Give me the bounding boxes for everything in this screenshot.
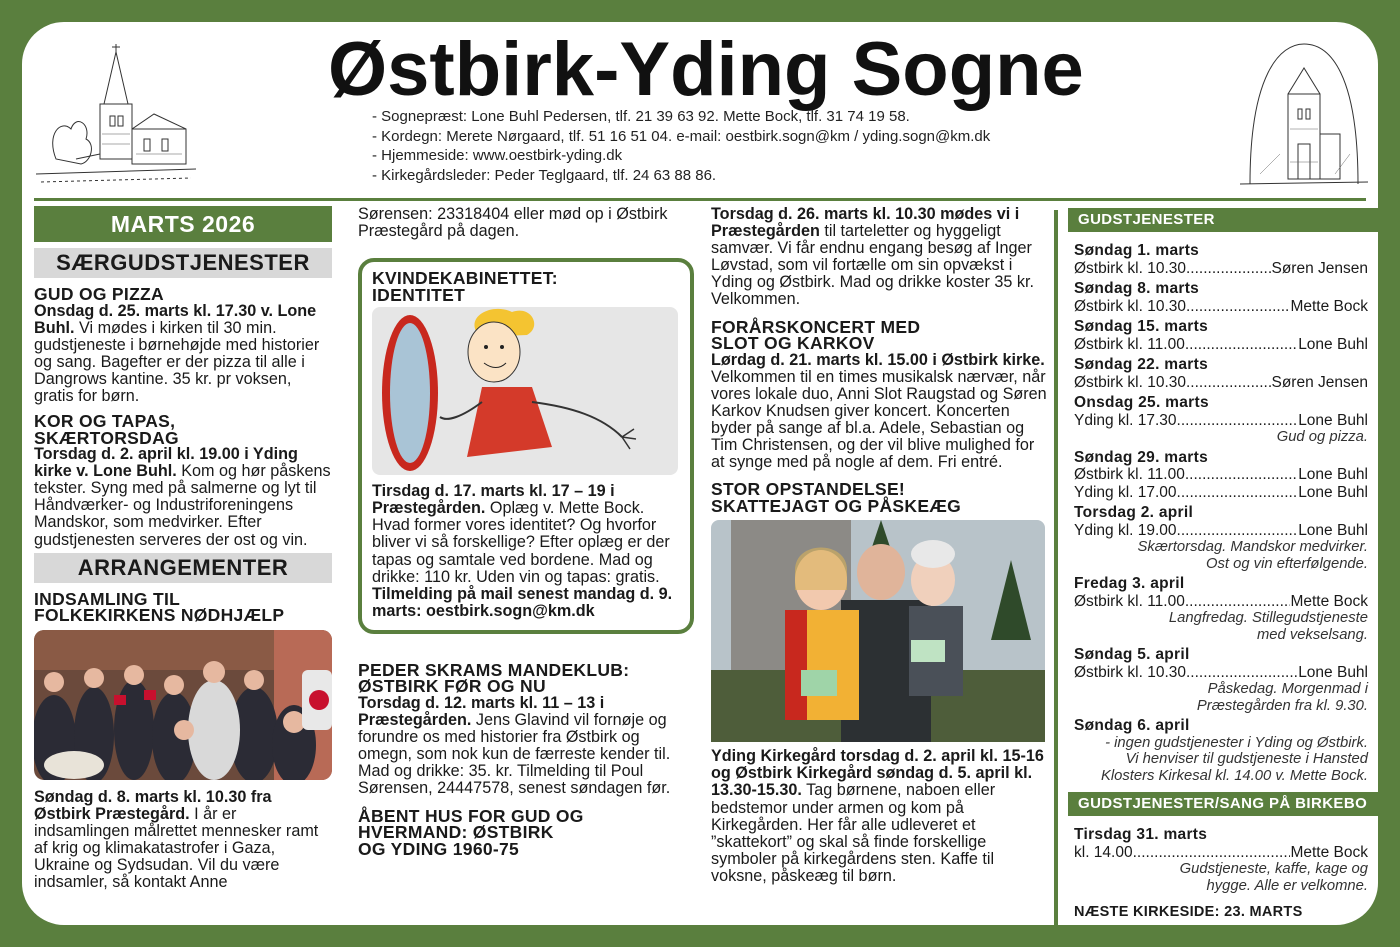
article-lead: Onsdag d. 25. marts kl. 17.30 v. Lone Buhl. (34, 301, 317, 337)
article-lead: Tirsdag d. 17. marts kl. 17 – 19 i Præstegården. (372, 482, 615, 518)
contact-line: - Sognepræst: Lone Buhl Pedersen, tlf. 21 39 63 92. Mette Bock, tlf. 31 74 19 58. (372, 108, 910, 125)
family-photo (711, 520, 1045, 742)
contact-line: - Hjemmeside: www.oestbirk-yding.dk (372, 147, 623, 164)
article-heading: FOLKEKIRKENS NØDHJÆLP (34, 605, 285, 626)
service-note: Klosters Kirkesal kl. 14.00 v. Mette Bock. (1101, 767, 1368, 784)
column-3 (711, 206, 1047, 885)
article-heading: GUD OG PIZZA (34, 284, 164, 304)
article-text: Jens Glavind vil fornøje og forundre os med historier fra Østbirk og omegn, som nok kun de færreste kender til. Mad og drikke: 35. kr. Tilmelding til Poul Sørensen, 24447578, senest søndagen før. (358, 711, 671, 798)
service-time: Østbirk kl. 10.30 (1074, 297, 1186, 315)
leader-dots (1185, 336, 1298, 354)
header (22, 22, 1378, 200)
leader-dots (1185, 593, 1291, 611)
tower-sketch-icon (1240, 34, 1368, 194)
contact-line: - Kirkegårdsleder: Peder Teglgaard, tlf. 24 63 88 86. (372, 166, 717, 184)
article-heading: ÅBENT HUS FOR GUD OG (358, 805, 584, 826)
next-issue-note: NÆSTE KIRKESIDE: 23. MARTS (1074, 904, 1303, 920)
service-day: Søndag 15. marts (1074, 318, 1209, 335)
service-note: Gudstjeneste, kaffe, kage og (1179, 861, 1368, 877)
services-column (1054, 208, 1378, 894)
service-day: Fredag 3. april (1074, 575, 1185, 592)
article-body (711, 748, 1047, 885)
service-pastor: Mette Bock (1290, 297, 1368, 315)
page-title: Østbirk-Yding Sogne (328, 27, 1084, 112)
service-block (1054, 717, 1378, 784)
article-heading: FORÅRSKONCERT MED (711, 316, 921, 337)
leader-dots (1177, 484, 1299, 502)
column-2 (358, 206, 694, 857)
article-text: Vi mødes i kirken til 30 min. gudstjeneste i børnehøjde med historier og sang. Bagefter er der pizza til alle i Dangrows kantine. 35 kr. pr voksen, gratis for børn. (34, 318, 320, 405)
service-pastor: Lone Buhl (1298, 466, 1368, 483)
service-block (1054, 394, 1378, 446)
article-signup: Tilmelding på mail senest mandag d. 9. marts: oestbirk.sogn@km.dk (372, 584, 673, 620)
article-continuation: Sørensen: 23318404 eller mød op i Østbirk Præstegård på dagen. (358, 205, 668, 241)
article-lead: Torsdag d. 2. april kl. 19.00 i Yding kirke v. Lone Buhl. (34, 445, 298, 481)
article-text: I år er indsamlingen målrettet mennesker ramt af krig og klimakatastrofer i Gaza, Ukraine og Sydsudan. Vil du være indsamler, så kontakt Anne (34, 804, 319, 892)
service-row (1074, 260, 1368, 278)
service-time: Østbirk kl. 11.00 (1074, 335, 1185, 353)
service-pastor: Mette Bock (1290, 843, 1368, 861)
newsletter-page (22, 22, 1378, 925)
article-heading: KVINDEKABINETTET: (372, 268, 558, 289)
service-block (1054, 356, 1378, 391)
service-day: Søndag 6. april (1074, 717, 1190, 734)
article-peder-skrams (358, 659, 694, 798)
service-time: Østbirk kl. 10.30 (1074, 663, 1186, 681)
column-1 (34, 206, 332, 891)
service-row (1074, 412, 1368, 430)
article-heading: SKÆRTORSDAG (34, 427, 179, 448)
service-day: Søndag 5. april (1074, 646, 1190, 663)
service-pastor: Lone Buhl (1298, 335, 1368, 353)
service-pastor: Lone Buhl (1298, 483, 1368, 501)
article-heading: KOR OG TAPAS, (34, 411, 176, 432)
leader-dots (1133, 844, 1291, 862)
article-lead: Torsdag d. 12. marts kl. 11 – 13 i Præstegården. (358, 693, 605, 730)
service-row (1074, 844, 1368, 862)
service-row (1074, 466, 1368, 484)
service-day: Tirsdag 31. marts (1074, 826, 1208, 843)
service-block (1054, 280, 1378, 315)
contact-line: - Kordegn: Merete Nørgaard, tlf. 51 16 51 04. e-mail: oestbirk.sogn@km / yding.sogn@km.dk (372, 127, 991, 145)
article-body (711, 206, 1047, 309)
article-lead: Torsdag d. 26. marts kl. 10.30 mødes vi i Præstegården (711, 205, 1020, 241)
article-body (711, 352, 1047, 472)
article-body (34, 303, 332, 406)
service-pastor: Lone Buhl (1298, 663, 1368, 681)
service-pastor: Lone Buhl (1298, 411, 1368, 429)
article-foraarskoncert (711, 316, 1047, 472)
leader-dots (1186, 374, 1272, 392)
service-time: Yding kl. 17.30 (1074, 411, 1177, 429)
birkebo-service (1054, 826, 1378, 894)
service-time: Yding kl. 19.00 (1074, 521, 1177, 539)
church-sketch-icon (36, 34, 196, 189)
article-text: til tarteletter og hyggeligt samvær. Vi får endnu engang besøg af Inger Løvstad, som vil fortælle om sin opvækst i Yding og Østbirk. Mad og drikke koster 35 kr. Velkommen. (711, 222, 1034, 309)
service-day: Søndag 29. marts (1074, 448, 1209, 466)
article-gud-og-pizza (34, 286, 332, 405)
service-note: hygge. Alle er velkomne. (1206, 877, 1368, 894)
service-note: Ost og vin efterfølgende. (1205, 555, 1368, 572)
service-block (1054, 242, 1378, 277)
section-banner: SÆRGUDSTJENESTER (34, 248, 332, 278)
service-row (1074, 593, 1368, 611)
leader-dots (1186, 260, 1272, 278)
article-lead: Søndag d. 8. marts kl. 10.30 fra Østbirk Præstegård. (34, 787, 272, 823)
mirror-illustration (372, 307, 678, 475)
service-block (1054, 449, 1378, 502)
service-row (1074, 374, 1368, 392)
leader-dots (1186, 298, 1290, 316)
service-row (1074, 484, 1368, 502)
article-heading: SKATTEJAGT OG PÅSKEÆG (711, 495, 962, 516)
article-lead: Lørdag d. 21. marts kl. 15.00 i Østbirk kirke. (711, 350, 1045, 369)
service-block (1054, 504, 1378, 572)
article-heading: IDENTITET (372, 284, 466, 305)
service-note: - ingen gudstjenester i Yding og Østbirk. (1105, 734, 1368, 751)
service-time: Østbirk kl. 10.30 (1074, 373, 1186, 391)
service-block (1054, 575, 1378, 643)
kvindekabinet-box (358, 258, 694, 634)
month-banner: MARTS 2026 (34, 206, 332, 242)
service-block (1054, 318, 1378, 353)
service-time: Østbirk kl. 11.00 (1074, 466, 1185, 483)
article-opstandelse (711, 481, 1047, 885)
service-row (1074, 298, 1368, 316)
service-note: med vekselsang. (1256, 626, 1368, 643)
service-row (1074, 664, 1368, 682)
article-heading: ØSTBIRK FØR OG NU (358, 676, 546, 697)
service-time: kl. 14.00 (1074, 843, 1133, 861)
header-divider (34, 198, 1366, 201)
contact-list (372, 107, 990, 185)
article-body (34, 446, 332, 549)
service-row (1074, 336, 1368, 354)
article-heading: INDSAMLING TIL (34, 588, 181, 609)
service-pastor: Mette Bock (1290, 592, 1368, 610)
service-note: Vi henviser til gudstjeneste i Hansted (1125, 751, 1368, 767)
service-pastor: Søren Jensen (1271, 373, 1368, 391)
service-block (1054, 646, 1378, 714)
service-note: Skærtorsdag. Mandskor medvirker. (1137, 539, 1368, 555)
service-note: Præstegården fra kl. 9.30. (1196, 697, 1368, 714)
service-row (1074, 522, 1368, 540)
article-body (358, 695, 694, 798)
service-day: Torsdag 2. april (1074, 504, 1194, 521)
group-photo (34, 630, 332, 780)
article-aabent-hus (358, 805, 694, 859)
service-time: Østbirk kl. 10.30 (1074, 259, 1186, 277)
article-text: Tag børnene, naboen eller bedstemor under armen og kom på Kirkegården. Her får alle udleveret et ”skattekort” og skal så finde forskellige symboler på kirkegårdens sten. Kaffe til voksne, påskeæg til børn. (711, 781, 996, 885)
service-time: Yding kl. 17.00 (1074, 483, 1177, 501)
article-heading: HVERMAND: ØSTBIRK (358, 822, 554, 842)
service-day: Onsdag 25. marts (1074, 394, 1209, 411)
service-day: Søndag 8. marts (1074, 280, 1200, 297)
section-banner: ARRANGEMENTER (34, 553, 332, 583)
birkebo-banner: GUDSTJENESTER/SANG PÅ BIRKEBO (1068, 792, 1378, 816)
article-heading: PEDER SKRAMS MANDEKLUB: (358, 659, 630, 680)
service-pastor: Søren Jensen (1271, 259, 1368, 277)
leader-dots (1186, 664, 1298, 682)
service-note: Påskedag. Morgenmad i (1207, 681, 1368, 697)
leader-dots (1185, 466, 1298, 484)
service-note: Gud og pizza. (1276, 429, 1368, 445)
article-text: Velkommen til en times musikalsk nærvær, når vores lokale duo, Anni Slot Raugstad og Søren Karkov Knudsen giver koncert. Koncerten byder på sange af bl.a. Adele, Sebastian og Tim Christensen, og der vil blive mulighed for at synge med på nogle af dem. Fri entré. (711, 367, 1047, 472)
article-text: Kom og hør påskens tekster. Syng med på salmerne og lyt til Håndværker- og Industriforeningens Mandskor, som medvirker. Efter gudstjenesten serveres der ost og vin. (34, 462, 331, 549)
services-list (1054, 242, 1378, 784)
article-heading: SLOT OG KARKOV (711, 333, 875, 354)
article-body (34, 789, 332, 892)
services-banner: GUDSTJENESTER (1068, 208, 1378, 232)
article-kor-og-tapas (34, 413, 332, 549)
article-indsamling (34, 588, 332, 892)
leader-dots (1177, 522, 1299, 540)
article-heading: STOR OPSTANDELSE! (711, 479, 906, 500)
leader-dots (1177, 412, 1299, 430)
service-note: Langfredag. Stillegudstjeneste (1168, 610, 1368, 626)
service-day: Søndag 22. marts (1074, 356, 1209, 373)
service-time: Østbirk kl. 11.00 (1074, 592, 1185, 610)
article-text: Oplæg v. Mette Bock. Hvad former vores identitet? Og hvorfor bliver vi så forskellige? Efter oplæg er der tapas og samtale ved bordene. Mad og drikke: 110 kr. Uden vin og tapas: gratis. (372, 499, 670, 586)
service-pastor: Lone Buhl (1298, 521, 1368, 539)
article-body (372, 483, 680, 620)
service-day: Søndag 1. marts (1074, 242, 1200, 259)
article-heading: OG YDING 1960-75 (358, 838, 520, 859)
article-lead: Yding Kirkegård torsdag d. 2. april kl. 15-16 og Østbirk Kirkegård søndag d. 5. april kl. 13.30-15.30. (711, 747, 1044, 800)
